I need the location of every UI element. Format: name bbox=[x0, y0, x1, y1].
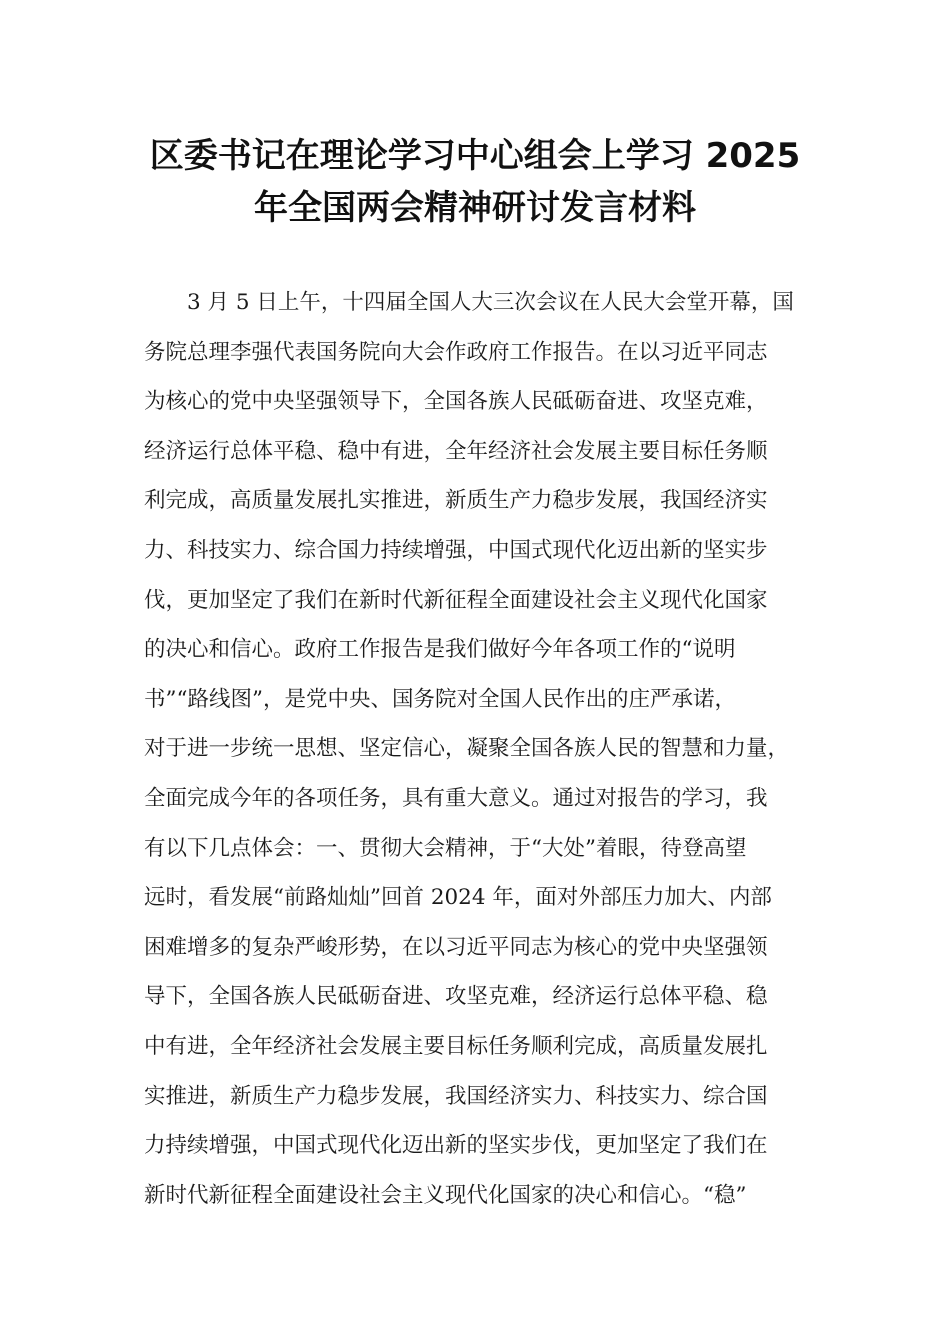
body-line: 力持续增强，中国式现代化迈出新的坚实步伐，更加坚定了我们在 bbox=[144, 1133, 768, 1159]
body-line: 为核心的党中央坚强领导下，全国各族人民砥砺奋进、攻坚克难， bbox=[144, 389, 768, 415]
document-title bbox=[110, 130, 840, 234]
document-body bbox=[144, 278, 824, 1220]
body-line: 的决心和信心。政府工作报告是我们做好今年各项工作的“说明 bbox=[144, 637, 736, 663]
body-line: 务院总理李强代表国务院向大会作政府工作报告。在以习近平同志 bbox=[144, 339, 768, 365]
body-line: 有以下几点体会：一、贯彻大会精神，于“大处”着眼，待登高望 bbox=[144, 835, 747, 861]
body-line: 实推进，新质生产力稳步发展，我国经济实力、科技实力、综合国 bbox=[144, 1083, 768, 1109]
title-line-2: 年全国两会精神研讨发言材料 bbox=[254, 188, 696, 228]
title-line-1: 区委书记在理论学习中心组会上学习 2025 bbox=[149, 136, 801, 176]
body-line: 经济运行总体平稳、稳中有进，全年经济社会发展主要目标任务顺 bbox=[144, 438, 768, 464]
body-line: 远时，看发展“前路灿灿”回首 2024 年，面对外部压力加大、内部 bbox=[144, 885, 772, 911]
body-line: 困难增多的复杂严峻形势，在以习近平同志为核心的党中央坚强领 bbox=[144, 934, 768, 960]
body-line: 书”“路线图”，是党中央、国务院对全国人民作出的庄严承诺， bbox=[144, 686, 736, 712]
body-line: 3 月 5 日上午，十四届全国人大三次会议在人民大会堂开幕，国 bbox=[187, 290, 794, 315]
body-line: 利完成，高质量发展扎实推进，新质生产力稳步发展，我国经济实 bbox=[144, 488, 768, 514]
body-line: 中有进，全年经济社会发展主要目标任务顺利完成，高质量发展扎 bbox=[144, 1033, 768, 1059]
body-line: 全面完成今年的各项任务，具有重大意义。通过对报告的学习，我 bbox=[144, 785, 768, 811]
body-line: 对于进一步统一思想、坚定信心，凝聚全国各族人民的智慧和力量， bbox=[144, 736, 790, 762]
body-line: 导下，全国各族人民砥砺奋进、攻坚克难，经济运行总体平稳、稳 bbox=[144, 984, 768, 1010]
body-line: 新时代新征程全面建设社会主义现代化国家的决心和信心。“稳” bbox=[144, 1182, 747, 1208]
body-line: 力、科技实力、综合国力持续增强，中国式现代化迈出新的坚实步 bbox=[144, 537, 768, 563]
body-line: 伐，更加坚定了我们在新时代新征程全面建设社会主义现代化国家 bbox=[144, 587, 768, 613]
